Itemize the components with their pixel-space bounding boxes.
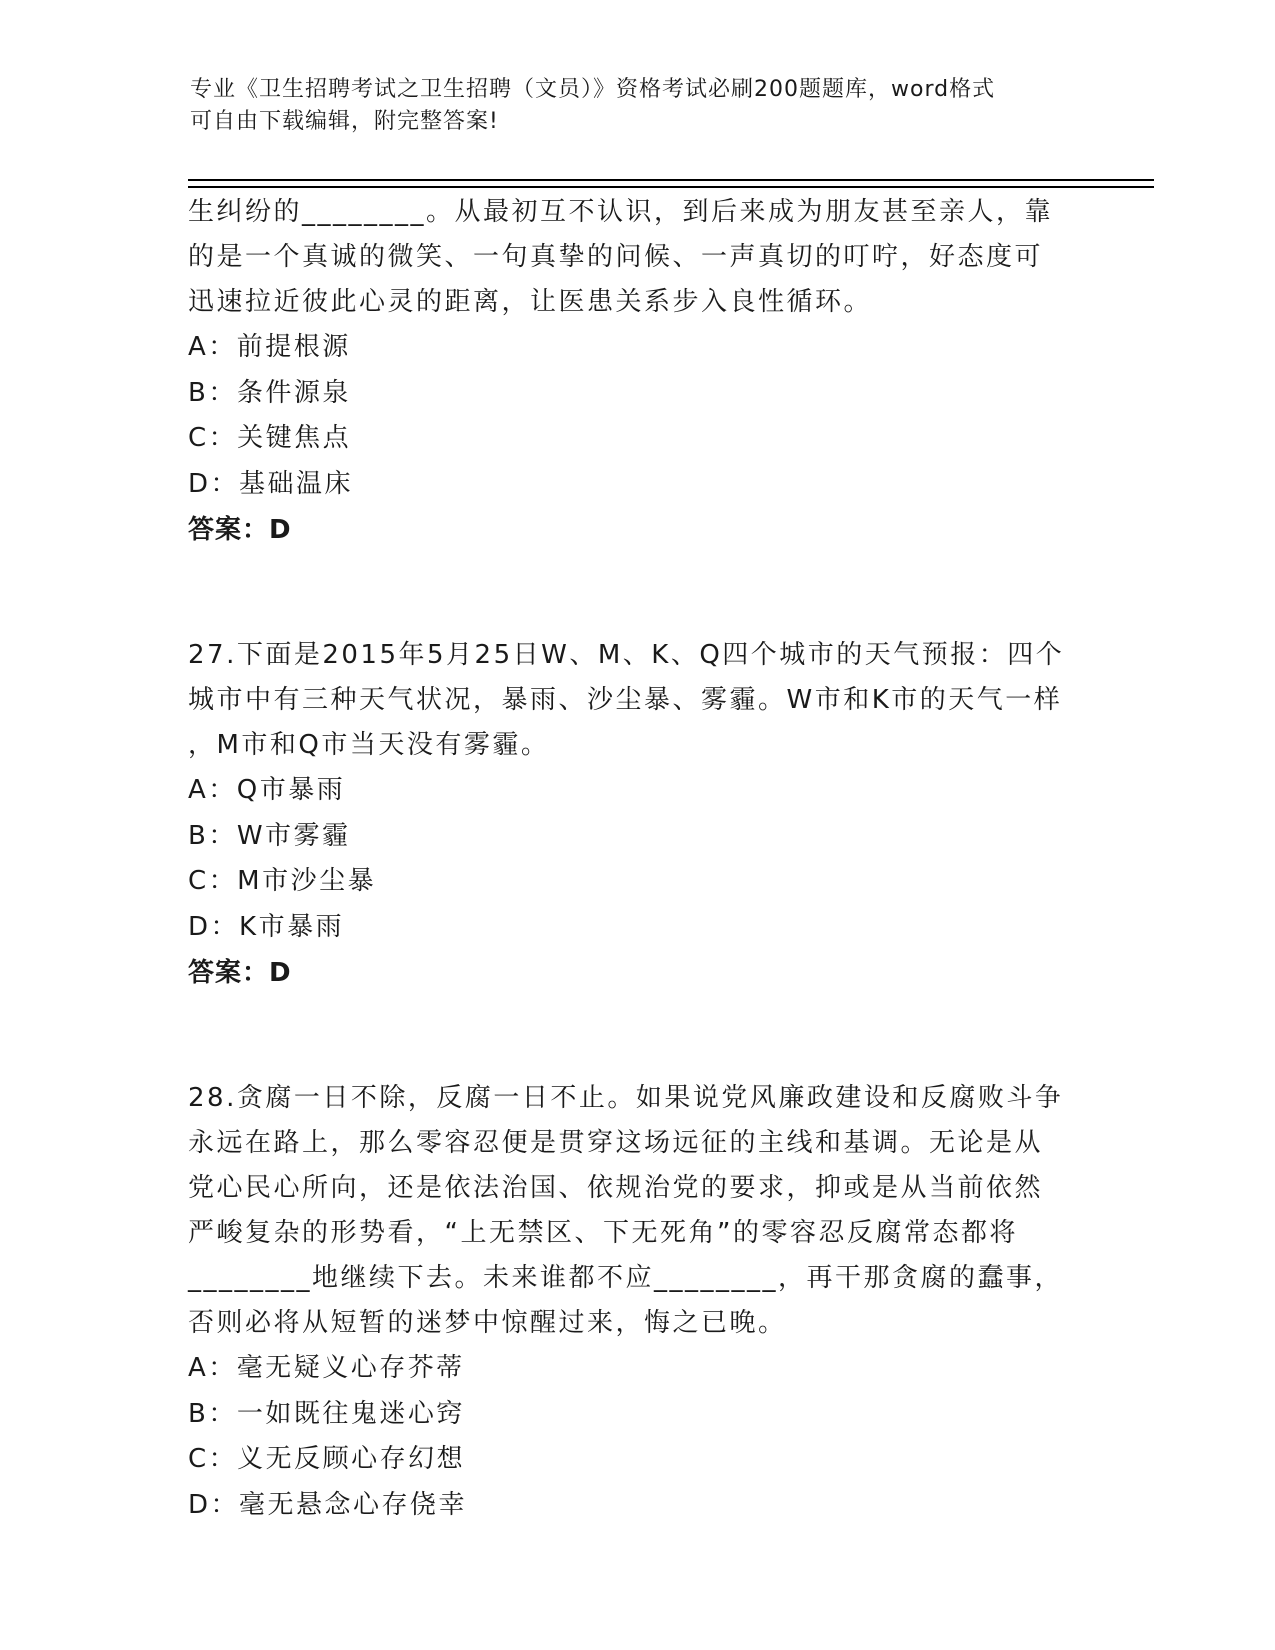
- question-stem-line: ________地继续下去。未来谁都不应________，再干那贪腐的蠢事，: [188, 1263, 1064, 1293]
- question-stem-line: 28.贪腐一日不除，反腐一日不止。如果说党风廉政建设和反腐败斗争: [188, 1083, 1064, 1113]
- option-b: B：一如既往鬼迷心窍: [188, 1398, 465, 1429]
- header-rule-top: [188, 179, 1154, 181]
- question-stem-line: 城市中有三种天气状况，暴雨、沙尘暴、雾霾。W市和K市的天气一样: [188, 685, 1063, 715]
- answer-line: 答案：D: [188, 515, 292, 545]
- question-27: [188, 633, 1088, 996]
- question-stem-line: 党心民心所向，还是依法治国、依规治党的要求，抑或是从当前依然: [188, 1173, 1044, 1203]
- question-stem-line: 永远在路上，那么零容忍便是贯穿这场远征的主线和基调。无论是从: [188, 1128, 1044, 1158]
- question-28: [188, 1076, 1088, 1528]
- option-d: D：毫无悬念心存侥幸: [188, 1489, 468, 1520]
- document-body: [188, 190, 1088, 1528]
- answer-line: 答案：D: [188, 958, 292, 988]
- spacer: [188, 996, 1088, 1076]
- option-c: C：M市沙尘暴: [188, 866, 377, 896]
- question-stem-line: 严峻复杂的形势看，“上无禁区、下无死角”的零容忍反腐常态都将: [188, 1218, 1018, 1248]
- question-stem-line: 生纠纷的________。从最初互不认识，到后来成为朋友甚至亲人，靠: [188, 197, 1054, 227]
- question-stem-line: 迅速拉近彼此心灵的距离，让医患关系步入良性循环。: [188, 287, 873, 317]
- document-header: [190, 74, 1090, 138]
- option-a: A：Q市暴雨: [188, 775, 346, 805]
- option-c: C：义无反顾心存幻想: [188, 1444, 466, 1474]
- header-line-1: 专业《卫生招聘考试之卫生招聘（文员）》资格考试必刷200题题库，word格式: [190, 77, 996, 102]
- question-stem-line: 27.下面是2015年5月25日W、M、K、Q四个城市的天气预报：四个: [188, 640, 1065, 670]
- question-stem-line: 的是一个真诚的微笑、一句真挚的问候、一声真切的叮咛，好态度可: [188, 242, 1044, 272]
- option-c: C：关键焦点: [188, 423, 352, 453]
- question-26: [188, 190, 1088, 553]
- spacer: [188, 553, 1088, 633]
- option-b: B：条件源泉: [188, 377, 351, 408]
- option-b: B：W市雾霾: [188, 820, 351, 851]
- option-a: A：毫无疑义心存芥蒂: [188, 1353, 465, 1383]
- option-a: A：前提根源: [188, 332, 351, 362]
- option-d: D：基础温床: [188, 468, 354, 499]
- header-line-2: 可自由下载编辑，附完整答案!: [190, 109, 499, 134]
- question-stem-line: ，M市和Q市当天没有雾霾。: [188, 730, 550, 760]
- question-stem-line: 否则必将从短暂的迷梦中惊醒过来，悔之已晚。: [188, 1308, 787, 1338]
- option-d: D：K市暴雨: [188, 911, 345, 942]
- header-rule-bottom: [188, 186, 1154, 188]
